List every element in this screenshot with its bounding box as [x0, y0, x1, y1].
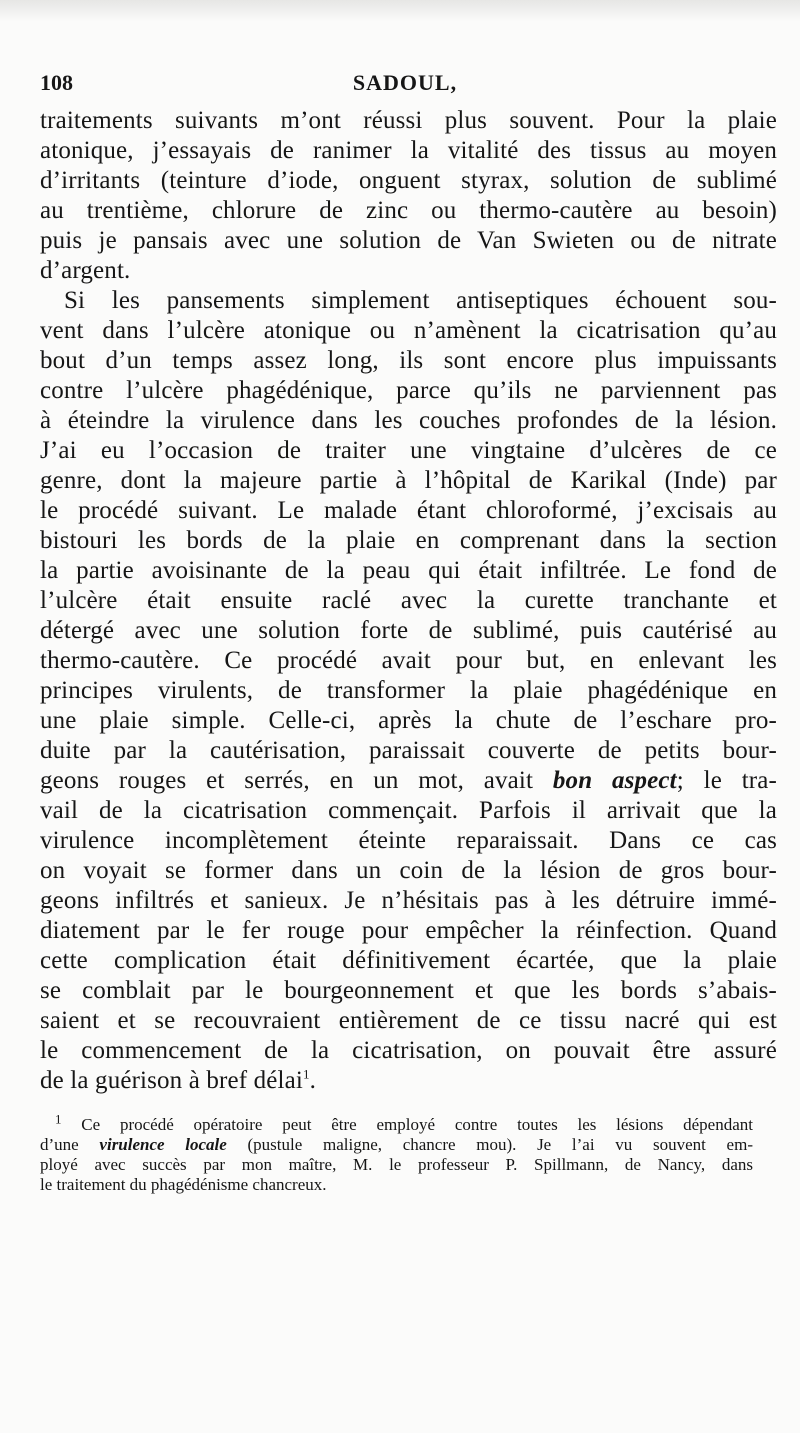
body-line: on voyait se former dans un coin de la lésion de gros bour- — [40, 857, 777, 884]
body-line: de la guérison à bref délai$^1$. — [40, 1066, 317, 1094]
body-line-start: geons rouges et serrés, en un mot, avait — [40, 767, 534, 794]
footnote-marker: 1 — [55, 1111, 62, 1127]
body-line: atonique, j’essayais de ranimer la vitalité des tissus au moyen — [40, 137, 777, 164]
body-line: contre l’ulcère phagédénique, parce qu’ils ne parviennent pas — [40, 377, 777, 404]
footnote-text: (pustule maligne, chancre mou). Je l’ai vu souvent em- — [247, 1135, 753, 1154]
body-line-end: ; le tra- — [676, 767, 778, 794]
footnote-reference: 1 — [302, 1066, 310, 1082]
body-line: se comblait par le bourgeonnement et que les bords s’abais- — [40, 977, 777, 1004]
footnote-line — [40, 1135, 753, 1155]
body-line: à éteindre la virulence dans les couches profondes de la lésion. — [40, 407, 777, 434]
body-line — [40, 766, 777, 796]
body-line: la partie avoisinante de la peau qui était infiltrée. Le fond de — [40, 557, 777, 584]
footnote-italic: virulence locale — [99, 1135, 227, 1154]
body-line: saient et se recouvraient entièrement de ce tissu nacré qui est — [40, 1007, 777, 1034]
footnote-line: ployé avec succès par mon maître, M. le professeur P. Spillmann, de Nancy, dans — [40, 1155, 753, 1174]
emphasis-bon-aspect: bon aspect — [552, 767, 677, 794]
body-line: le commencement de la cicatrisation, on pouvait être assuré — [40, 1037, 777, 1064]
body-line: vail de la cicatrisation commençait. Parfois il arrivait que la — [40, 797, 777, 824]
body-line: vent dans l’ulcère atonique ou n’amènent la cicatrisation qu’au — [40, 317, 777, 344]
footnote-line — [55, 1111, 753, 1135]
body-line: genre, dont la majeure partie à l’hôpital de Karikal (Inde) par — [40, 467, 777, 494]
body-line: Si les pansements simplement antiseptiques échouent sou- — [64, 287, 777, 314]
body-line: le procédé suivant. Le malade étant chloroformé, j’excisais au — [40, 497, 777, 524]
body-line: cette complication était définitivement écartée, que la plaie — [40, 947, 777, 974]
body-line: d’argent. — [40, 257, 131, 284]
body-line: d’irritants (teinture d’iode, onguent styrax, solution de sublimé — [40, 167, 777, 194]
page-top-shadow — [0, 0, 800, 22]
body-line: l’ulcère était ensuite raclé avec la curette tranchante et — [40, 587, 777, 614]
footnote-line: le traitement du phagédénisme chancreux. — [40, 1175, 327, 1194]
page-header — [40, 70, 770, 100]
body-line: au trentième, chlorure de zinc ou thermo-cautère au besoin) — [40, 197, 777, 224]
running-head: SADOUL, — [352, 70, 458, 95]
body-line: puis je pansais avec une solution de Van Swieten ou de nitrate — [40, 227, 777, 254]
body-line: détergé avec une solution forte de sublimé, puis cautérisé au — [40, 617, 777, 644]
page-number: 108 — [40, 70, 73, 95]
footnote-text: Ce procédé opératoire peut être employé contre toutes les lésions dépendant — [81, 1115, 753, 1134]
body-line: traitements suivants m’ont réussi plus souvent. Pour la plaie — [40, 107, 777, 134]
body-line: duite par la cautérisation, paraissait couverte de petits bour- — [40, 737, 777, 764]
body-line: principes virulents, de transformer la plaie phagédénique en — [40, 677, 777, 704]
body-line: bistouri les bords de la plaie en comprenant dans la section — [40, 527, 777, 554]
body-line: bout d’un temps assez long, ils sont encore plus impuissants — [40, 347, 777, 374]
footnote-text: d’une — [40, 1135, 79, 1154]
body-line-text: de la guérison à bref délai — [40, 1067, 303, 1094]
body-line: virulence incomplètement éteinte reparaissait. Dans ce cas — [40, 827, 777, 854]
body-line: thermo-cautère. Ce procédé avait pour but, en enlevant les — [40, 647, 777, 674]
body-line: J’ai eu l’occasion de traiter une vingtaine d’ulcères de ce — [40, 437, 777, 464]
body-line: une plaie simple. Celle-ci, après la chute de l’eschare pro- — [40, 707, 777, 734]
body-line: diatement par le fer rouge pour empêcher la réinfection. Quand — [40, 917, 777, 944]
body-line: geons infiltrés et sanieux. Je n’hésitais pas à les détruire immé- — [40, 887, 777, 914]
